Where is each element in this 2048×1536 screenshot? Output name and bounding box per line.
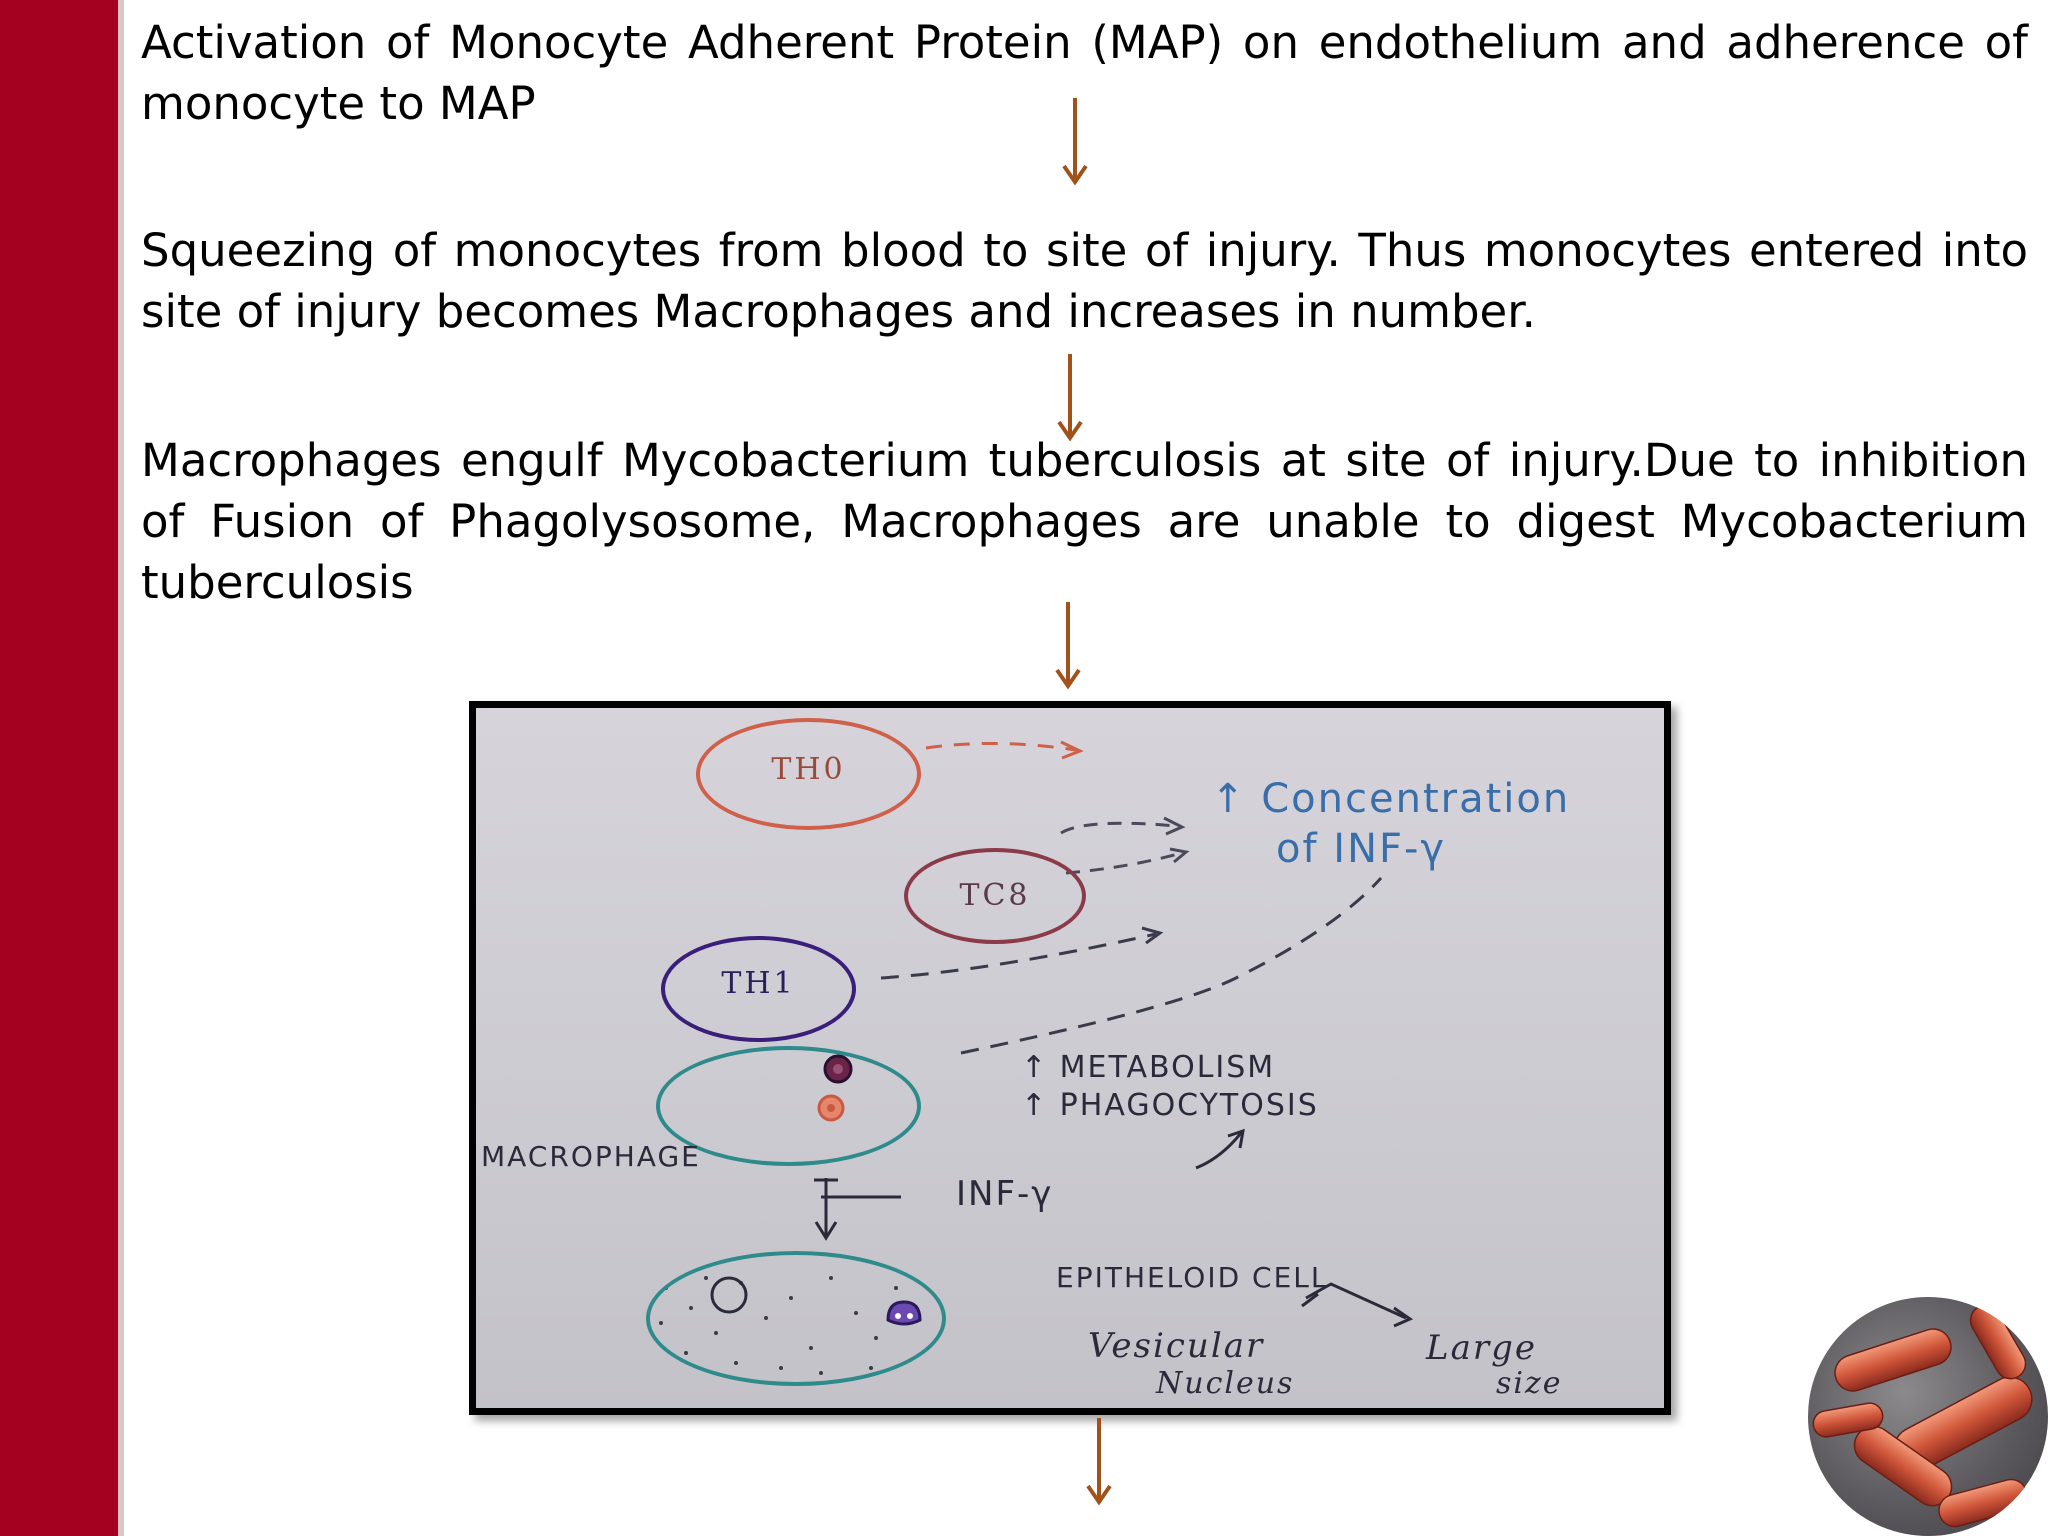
th1-cell	[661, 936, 856, 1042]
inf-gamma-label: INF-γ	[956, 1174, 1054, 1214]
phagocytosis-label: ↑ PHAGOCYTOSIS	[1021, 1088, 1319, 1123]
sidebar-band	[0, 0, 118, 1536]
nucleus-label: Nucleus	[1156, 1366, 1295, 1401]
diagram-paper	[476, 708, 1664, 1408]
sidebar-edge	[118, 0, 124, 1536]
paragraph-map-activation: Activation of Monocyte Adherent Protein (MAP) on endothelium and adherence of monocyte to MAP	[141, 16, 2028, 130]
epitheloid-cell	[646, 1251, 946, 1386]
epitheloid-label: EPITHELOID CELL	[1056, 1261, 1329, 1294]
arrow-down-icon	[1055, 352, 1085, 442]
paragraph-monocyte-squeezing: Squeezing of monocytes from blood to site of injury. Thus monocytes entered into site of injury becomes Macrophages and increases in number.	[141, 224, 2028, 338]
size-label: size	[1496, 1366, 1563, 1401]
tc8-label: TC8	[959, 878, 1031, 913]
paragraph-macrophage-engulf: Macrophages engulf Mycobacterium tuberculosis at site of injury.Due to inhibition of Fusion of Phagolysosome, Macrophages are unable to digest Mycobacterium tuberculosis	[141, 434, 2028, 609]
th0-label: TH0	[771, 752, 846, 787]
arrow-down-icon	[1060, 96, 1090, 186]
macrophage-label: MACROPHAGE	[481, 1140, 701, 1173]
bacteria-image	[1808, 1297, 2048, 1536]
bacteria-illustration	[1808, 1297, 2048, 1536]
th0-cell	[696, 718, 921, 830]
tc8-cell	[904, 848, 1086, 944]
concentration-label-line1: ↑ Concentration	[1211, 776, 1571, 822]
arrow-down-icon	[1084, 1416, 1114, 1506]
arrow-down-icon	[1053, 600, 1083, 690]
th1-label: TH1	[721, 966, 796, 1001]
metabolism-label: ↑ METABOLISM	[1021, 1050, 1276, 1085]
large-label: Large	[1426, 1328, 1537, 1368]
concentration-label-line2: of INF-γ	[1276, 826, 1447, 872]
hand-drawn-diagram	[469, 701, 1671, 1415]
vesicular-label: Vesicular	[1088, 1326, 1265, 1366]
